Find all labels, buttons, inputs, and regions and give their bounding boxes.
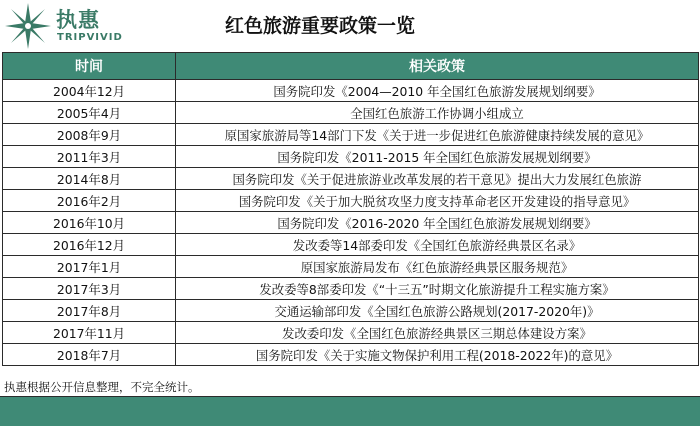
cell-date: 2018年7月 bbox=[3, 344, 176, 366]
cell-policy: 原国家旅游局发布《红色旅游经典景区服务规范》 bbox=[176, 256, 699, 278]
column-header-time: 时间 bbox=[3, 53, 176, 80]
table-row bbox=[3, 278, 699, 300]
footer-band bbox=[0, 397, 700, 426]
table-row bbox=[3, 256, 699, 278]
cell-date: 2008年9月 bbox=[3, 124, 176, 146]
cell-policy: 全国红色旅游工作协调小组成立 bbox=[176, 102, 699, 124]
cell-date: 2017年1月 bbox=[3, 256, 176, 278]
table-row bbox=[3, 212, 699, 234]
table-header-row bbox=[3, 53, 699, 80]
cell-date: 2017年11月 bbox=[3, 322, 176, 344]
page-title: 红色旅游重要政策一览 bbox=[225, 15, 416, 37]
header bbox=[0, 0, 700, 52]
cell-date: 2017年3月 bbox=[3, 278, 176, 300]
table-row bbox=[3, 146, 699, 168]
table-row bbox=[3, 124, 699, 146]
cell-policy: 国务院印发《2016-2020 年全国红色旅游发展规划纲要》 bbox=[176, 212, 699, 234]
cell-policy: 国务院印发《关于加大脱贫攻坚力度支持革命老区开发建设的指导意见》 bbox=[176, 190, 699, 212]
table-row bbox=[3, 80, 699, 102]
cell-policy: 发改委印发《全国红色旅游经典景区三期总体建设方案》 bbox=[176, 322, 699, 344]
brand-logo bbox=[4, 2, 154, 50]
logo-star-icon bbox=[4, 2, 52, 50]
table-row bbox=[3, 234, 699, 256]
cell-date: 2016年2月 bbox=[3, 190, 176, 212]
cell-policy: 国务院印发《2004—2010 年全国红色旅游发展规划纲要》 bbox=[176, 80, 699, 102]
cell-policy: 发改委等8部委印发《“十三五”时期文化旅游提升工程实施方案》 bbox=[176, 278, 699, 300]
cell-date: 2014年8月 bbox=[3, 168, 176, 190]
source-note: 执惠根据公开信息整理，不完全统计。 bbox=[4, 380, 200, 394]
table-row bbox=[3, 300, 699, 322]
cell-policy: 国务院印发《2011-2015 年全国红色旅游发展规划纲要》 bbox=[176, 146, 699, 168]
cell-date: 2004年12月 bbox=[3, 80, 176, 102]
table-row bbox=[3, 344, 699, 366]
cell-policy: 国务院印发《关于促进旅游业改革发展的若干意见》提出大力发展红色旅游 bbox=[176, 168, 699, 190]
cell-policy: 原国家旅游局等14部门下发《关于进一步促进红色旅游健康持续发展的意见》 bbox=[176, 124, 699, 146]
table-row bbox=[3, 322, 699, 344]
table-row bbox=[3, 102, 699, 124]
column-header-policy: 相关政策 bbox=[176, 53, 699, 80]
cell-policy: 国务院印发《关于实施文物保护利用工程(2018-2022年)的意见》 bbox=[176, 344, 699, 366]
cell-policy: 发改委等14部委印发《全国红色旅游经典景区名录》 bbox=[176, 234, 699, 256]
cell-date: 2017年8月 bbox=[3, 300, 176, 322]
cell-date: 2016年12月 bbox=[3, 234, 176, 256]
table-row bbox=[3, 168, 699, 190]
logo-text: 执惠 bbox=[56, 8, 100, 32]
table-row bbox=[3, 190, 699, 212]
cell-date: 2005年4月 bbox=[3, 102, 176, 124]
cell-date: 2016年10月 bbox=[3, 212, 176, 234]
logo-subtext: TRIPVIVID bbox=[57, 32, 123, 43]
cell-policy: 交通运输部印发《全国红色旅游公路规划(2017-2020年)》 bbox=[176, 300, 699, 322]
cell-date: 2011年3月 bbox=[3, 146, 176, 168]
policy-table bbox=[2, 52, 699, 366]
